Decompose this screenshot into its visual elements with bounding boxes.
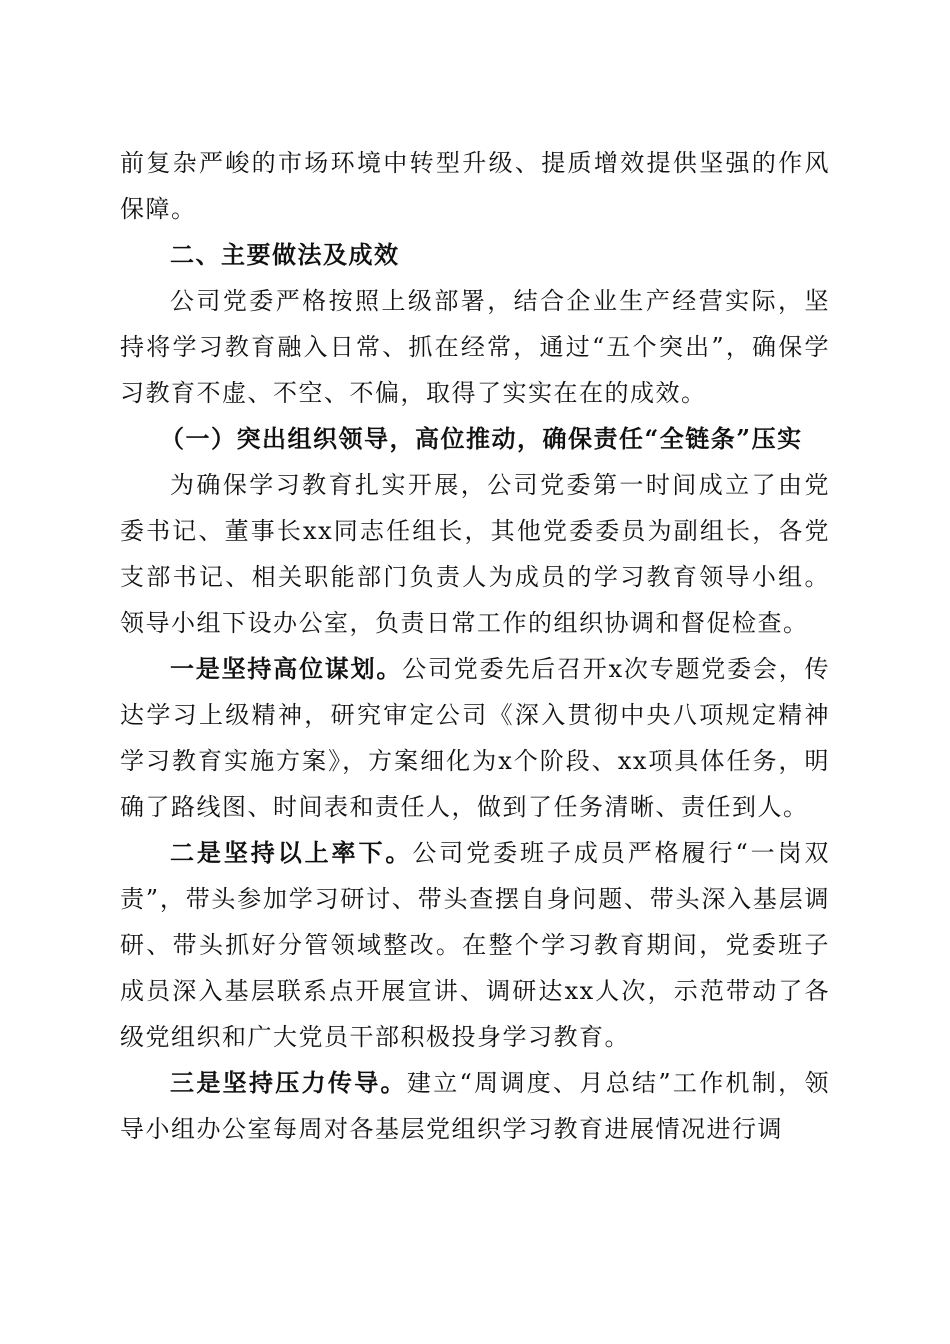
paragraph-point-3	[120, 1060, 830, 1152]
point-1-lead: 一是坚持高位谋划。	[170, 654, 403, 683]
section-heading: 二、主要做法及成效	[170, 241, 400, 269]
paragraph-point-2	[120, 830, 830, 1060]
paragraph-point-1	[120, 646, 830, 830]
point-1-text: 公司党委先后召开x次专题党委会，传达学习上级精神，研究审定公司《深入贯彻中央八项规定精神学习教育实施方案》，方案细化为x个阶段、xx项具体任务，明确了路线图、时间表和责任人，做到了任务清晰、责任到人。	[120, 655, 830, 821]
point-3-lead: 三是坚持压力传导。	[170, 1068, 407, 1097]
paragraph-intro: 公司党委严格按照上级部署，结合企业生产经营实际，坚持将学习教育融入日常、抓在经常，通过“五个突出”，确保学习教育不虚、不空、不偏，取得了实实在在的成效。	[120, 287, 830, 407]
subsection-heading: （一）突出组织领导，高位推动，确保责任“全链条”压实	[160, 424, 803, 453]
paragraph-leadership-group: 为确保学习教育扎实开展，公司党委第一时间成立了由党委书记、董事长xx同志任组长，其他党委委员为副组长，各党支部书记、相关职能部门负责人为成员的学习教育领导小组。领导小组下设办公室，负责日常工作的组织协调和督促检查。	[120, 471, 830, 637]
point-2-text: 公司党委班子成员严格履行“一岗双责”，带头参加学习研讨、带头查摆自身问题、带头深入基层调研、带头抓好分管领域整改。在整个学习教育期间，党委班子成员深入基层联系点开展宣讲、调研达xx人次，示范带动了各级党组织和广大党员干部积极投身学习教育。	[120, 839, 830, 1051]
document-body	[120, 140, 830, 1152]
point-3-text: 建立“周调度、月总结”工作机制，领导小组办公室每周对各基层党组织学习教育进展情况进行调	[120, 1069, 831, 1143]
point-2-lead: 二是坚持以上率下。	[170, 838, 413, 867]
paragraph-continuation: 前复杂严峻的市场环境中转型升级、提质增效提供坚强的作风保障。	[120, 149, 830, 223]
